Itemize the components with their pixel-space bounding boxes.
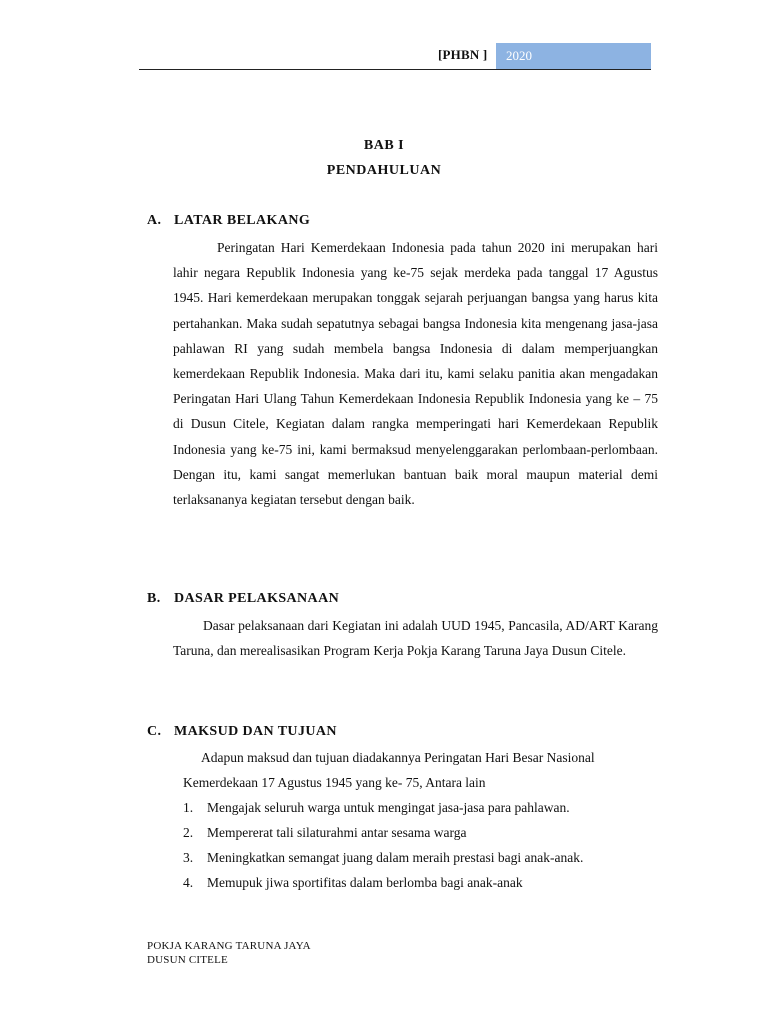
header-divider xyxy=(139,69,651,70)
list-item-number: 4. xyxy=(183,875,194,890)
list-item xyxy=(183,800,570,816)
header-title: [PHBN ] xyxy=(438,47,488,62)
list-item-text: Mengajak seluruh warga untuk mengingat jasa-jasa para pahlawan. xyxy=(207,800,570,815)
chapter-number: BAB I xyxy=(363,138,405,153)
section-b-heading xyxy=(147,591,339,607)
section-a-letter: A. xyxy=(147,213,162,228)
list-item xyxy=(183,825,467,841)
list-item-number: 2. xyxy=(183,825,194,840)
section-b-letter: B. xyxy=(147,591,161,606)
list-item xyxy=(183,850,583,866)
section-a-heading xyxy=(147,213,310,229)
section-c-letter: C. xyxy=(147,724,162,739)
list-item-text: Meningkatkan semangat juang dalam meraih prestasi bagi anak-anak. xyxy=(207,850,584,865)
list-item-text: Mempererat tali silaturahmi antar sesama warga xyxy=(207,825,467,840)
section-b-paragraph: Dasar pelaksanaan dari Kegiatan ini adalah UUD 1945, Pancasila, AD/ART Karang Taruna, dan merealisasikan Program Kerja Pokja Karang Taruna Jaya Dusun Citele. xyxy=(173,618,658,658)
list-item-number: 1. xyxy=(183,800,194,815)
list-item-number: 3. xyxy=(183,850,194,865)
chapter-title: PENDAHULUAN xyxy=(326,163,442,178)
section-a-title: LATAR BELAKANG xyxy=(174,213,311,228)
section-c-paragraph: Adapun maksud dan tujuan diadakannya Peringatan Hari Besar Nasional Kemerdekaan 17 Agustus 1945 yang ke- 75, Antara lain xyxy=(183,750,595,790)
section-b-title: DASAR PELAKSANAAN xyxy=(174,591,340,606)
header-year: 2020 xyxy=(496,43,651,69)
footer-line-2: DUSUN CITELE xyxy=(147,954,228,966)
section-c-title: MAKSUD DAN TUJUAN xyxy=(174,724,337,739)
section-c-heading xyxy=(147,724,337,740)
list-item xyxy=(183,875,523,891)
section-a-paragraph: Peringatan Hari Kemerdekaan Indonesia pada tahun 2020 ini merupakan hari lahir negara Republik Indonesia yang ke-75 sejak merdeka pada tanggal 17 Agustus 1945. Hari kemerdekaan merupakan tonggak sejarah perjuangan bangsa yang harus kita pertahankan. Maka sudah sepatutnya sebagai bangsa Indonesia kita mengenang jasa-jasa pahlawan RI yang sudah membela bangsa Indonesia di dalam memperjuangkan kemerdekaan Republik Indonesia. Maka dari itu, kami selaku panitia akan mengadakan Peringatan Hari Ulang Tahun Kemerdekaan Indonesia Republik Indonesia yang ke – 75 di Dusun Citele, Kegiatan dalam rangka memperingati hari Kemerdekaan Republik Indonesia yang ke-75 ini, kami bermaksud menyelenggarakan perlombaan-perlombaan. Dengan itu, kami sangat memerlukan bantuan baik moral maupun material demi terlaksananya kegiatan tersebut dengan baik. xyxy=(173,240,658,508)
footer-line-1: POKJA KARANG TARUNA JAYA xyxy=(147,940,311,952)
list-item-text: Memupuk jiwa sportifitas dalam berlomba bagi anak-anak xyxy=(207,875,523,890)
